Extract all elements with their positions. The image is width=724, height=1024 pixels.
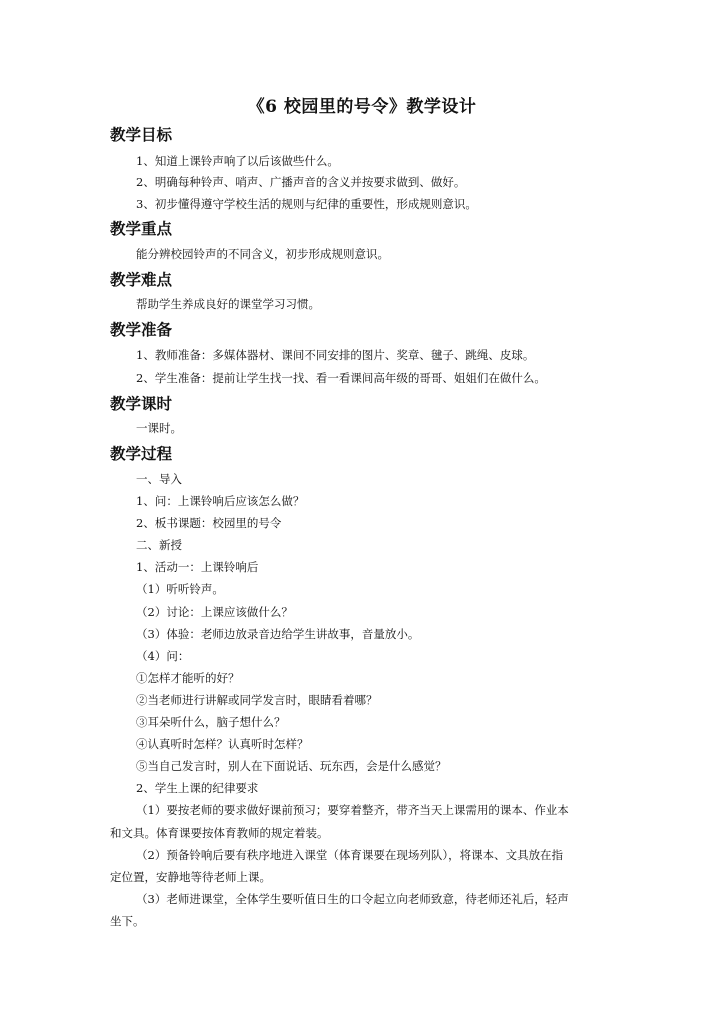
process-line-7: （2）讨论：上课应该做什么？ (136, 605, 293, 619)
heading-teaching-goals: 教学目标 (110, 125, 173, 144)
process-line-3: 2、板书课题：校园里的号令 (136, 516, 282, 530)
process-line-15: 2、学生上课的纪律要求 (136, 781, 259, 795)
process-line-12: ③耳朵听什么，脑子想什么？ (136, 715, 286, 729)
preparation-item-2: 2、学生准备：提前让学生找一找、看一看课间高年级的哥哥、姐姐们在做什么。 (136, 371, 546, 385)
heading-key-points: 教学重点 (110, 219, 173, 238)
process-line-14: ⑤当自己发言时，别人在下面说话、玩东西，会是什么感觉？ (136, 759, 447, 773)
process-line-10: ①怎样才能听的好？ (136, 671, 240, 685)
process-line-6: （1）听听铃声。 (136, 582, 224, 596)
process-line-1: 一、导入 (136, 472, 182, 486)
process-line-5: 1、活动一：上课铃响后 (136, 560, 259, 574)
difficulty-item-1: 帮助学生养成良好的课堂学习习惯。 (136, 297, 320, 311)
process-line-16: （1）要按老师的要求做好课前预习；要穿着整齐，带齐当天上课需用的课本、作业本 (136, 803, 569, 817)
process-line-8: （3）体验：老师边放录音边给学生讲故事，音量放小。 (136, 627, 420, 641)
goal-item-1: 1、知道上课铃声响了以后该做些什么。 (136, 154, 339, 168)
key-point-item-1: 能分辨校园铃声的不同含义，初步形成规则意识。 (136, 247, 389, 261)
preparation-item-1: 1、教师准备：多媒体器材、课间不同安排的图片、奖章、毽子、跳绳、皮球。 (136, 348, 535, 362)
process-line-19: 定位置，安静地等待老师上课。 (110, 870, 271, 884)
heading-teaching-process: 教学过程 (110, 444, 173, 463)
periods-item-1: 一课时。 (136, 421, 182, 435)
process-line-21: 坐下。 (110, 914, 145, 928)
document-title: 《6 校园里的号令》教学设计 (247, 97, 477, 117)
process-line-9: （4）问： (136, 649, 190, 663)
process-line-11: ②当老师进行讲解或同学发言时，眼睛看着哪？ (136, 693, 378, 707)
heading-class-periods: 教学课时 (110, 394, 173, 413)
process-line-4: 二、新授 (136, 538, 182, 552)
process-line-17: 和文具。体育课要按体育教师的规定着装。 (110, 826, 329, 840)
process-line-18: （2）预备铃响后要有秩序地进入课堂（体育课要在现场列队），将课本、文具放在指 (136, 848, 564, 862)
process-line-20: （3）老师进课堂，全体学生要听值日生的口令起立向老师致意，待老师还礼后，轻声 (136, 892, 569, 906)
goal-item-2: 2、明确每种铃声、哨声、广播声音的含义并按要求做到、做好。 (136, 175, 466, 189)
process-line-13: ④认真听时怎样？认真听时怎样？ (136, 737, 309, 751)
goal-item-3: 3、初步懂得遵守学校生活的规则与纪律的重要性，形成规则意识。 (136, 197, 477, 211)
process-line-2: 1、问：上课铃响后应该怎么做？ (136, 494, 305, 508)
heading-difficulties: 教学难点 (110, 270, 173, 289)
heading-preparation: 教学准备 (110, 320, 173, 339)
